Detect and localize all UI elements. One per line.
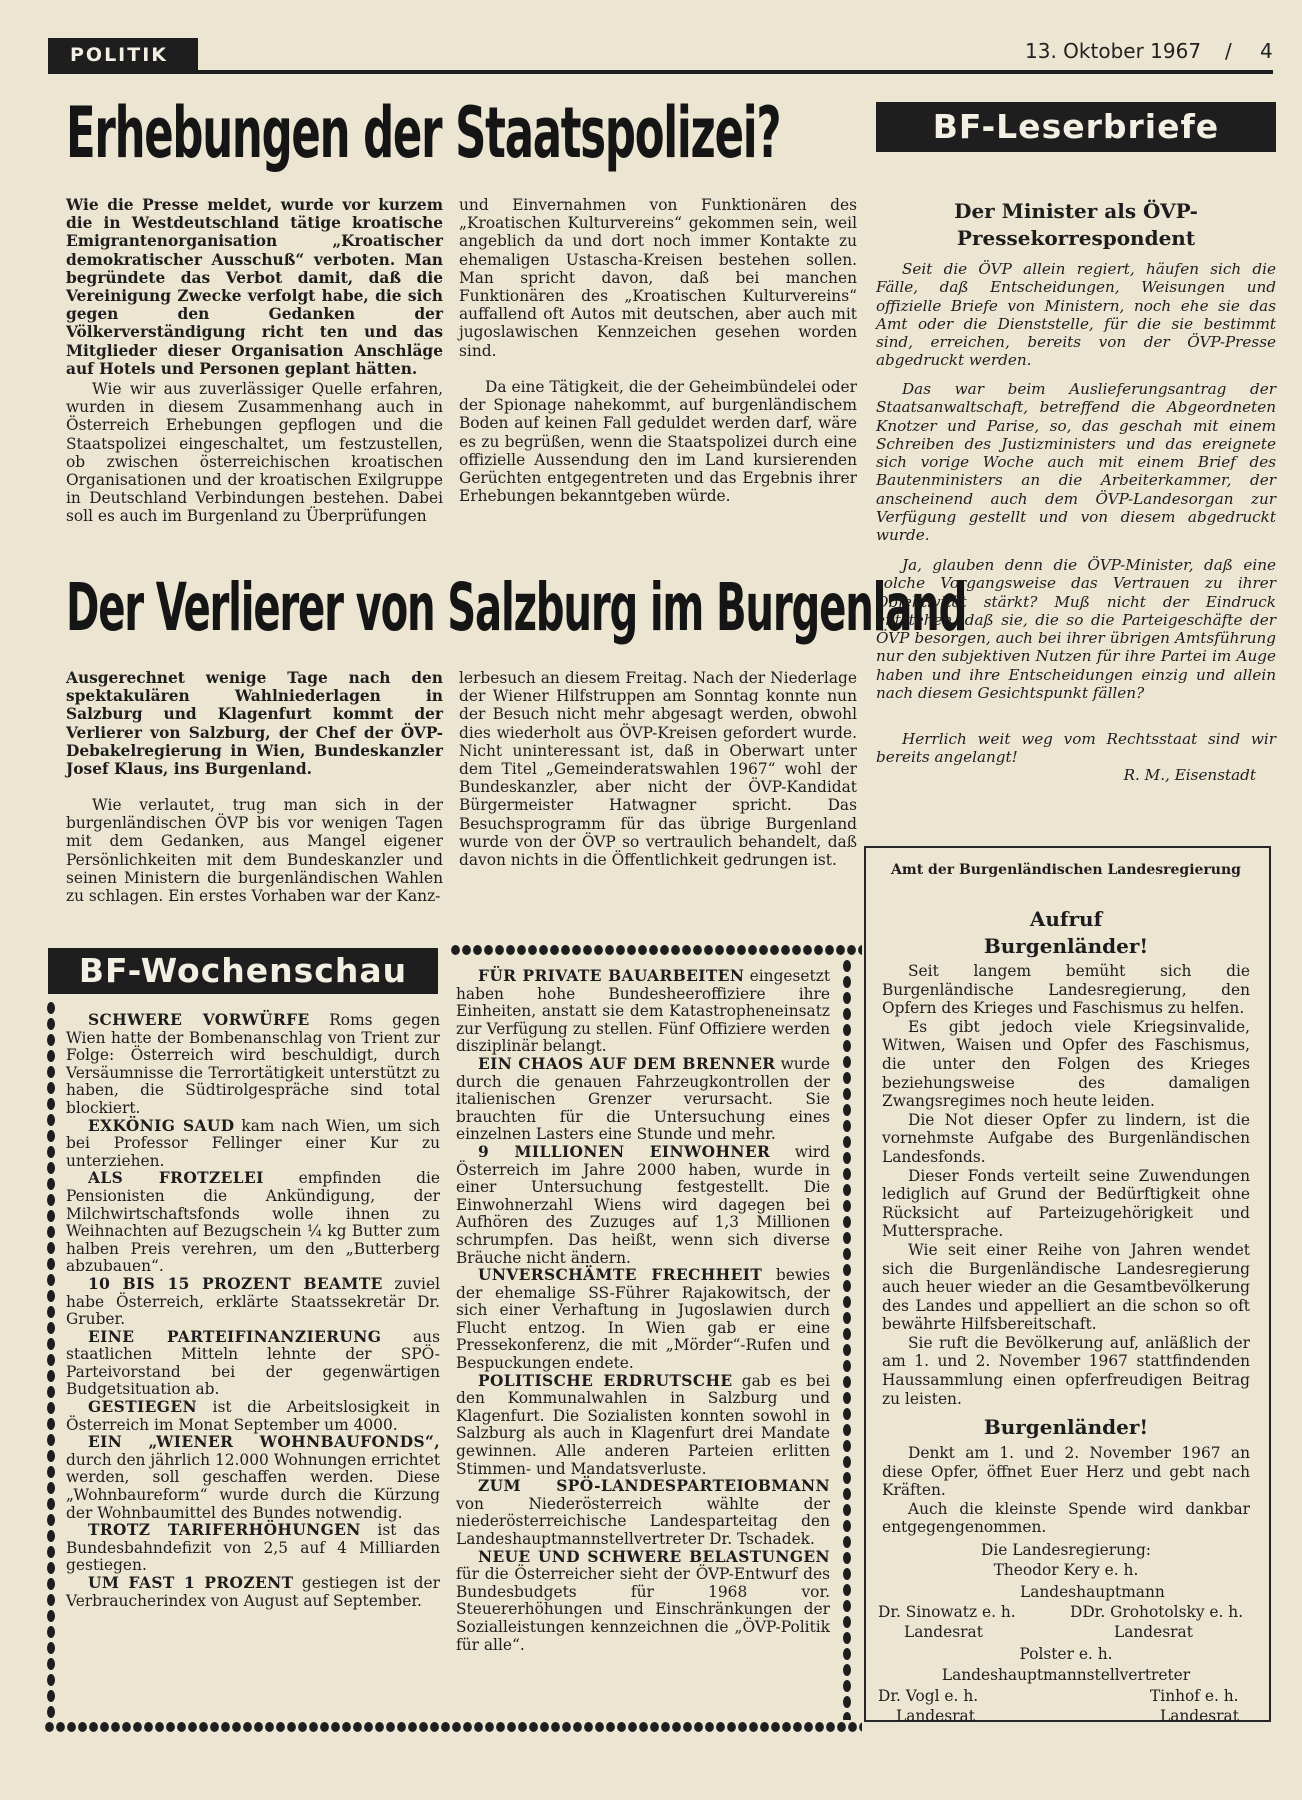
wochenschau-column-right	[456, 968, 830, 1654]
leserbrief-paragraph-2: Das war beim Auslieferungsantrag der Staatsanwaltschaft, betreffend die Abgeordneten Knotzer und Parise, so, das geschah mit einem Schreiben des Justizministers und das ereignete sich vorige Woche auch mit einem Brief des Bautenministers an die Arbeiterkammer, der anscheinend auch dem ÖVP-Landesorgan zur Verfügung gestellt und von diesem abgedruckt wurde.	[876, 380, 1276, 545]
signature-grohotolsky: DDr. Grohotolsky e. h.	[1070, 1603, 1244, 1621]
aufruf-issuer: Amt der Burgenländischen Landesregierung	[891, 862, 1241, 878]
leserbrief-paragraph-4: Herrlich weit weg vom Rechtsstaat sind wir bereits angelangt!	[876, 730, 1276, 767]
leserbrief-signature: R. M., Eisenstadt	[1123, 766, 1256, 784]
date-separator: /	[1225, 39, 1232, 63]
news-item: UM FAST 1 PROZENT gestiegen ist der Verbraucherindex von August auf September.	[66, 1574, 440, 1610]
aufruf-paragraph: Sie ruft die Bevölkerung auf, anläßlich der am 1. und 2. November 1967 stattfindenden Haussammlung einen opferfreudigen Beitrag zu leisten.	[882, 1333, 1250, 1408]
signature-tinhof: Tinhof e. h.	[1150, 1687, 1239, 1705]
news-item: ZUM SPÖ-LANDESPARTEIOBMANN von Niederösterreich wählte der niederösterreichische Landesparteitag den Landeshauptmannstellvertreter Dr. Tschadek.	[456, 1477, 830, 1548]
news-item: ALS FROTZELEI empfinden die Pensionisten die Ankündigung, der Milchwirtschaftsfonds wolle ihnen zu Weihnachten auf Bezugschein ¼ kg Butter zum halben Preis verehren, um den „Butterberg abzubauen“.	[66, 1169, 440, 1276]
article1-paragraph-1: Wie wir aus zuverlässiger Quelle erfahren, wurden in diesem Zusammenhang auch in Österreich Erhebungen gepflogen und die Staatspolizei eingeschaltet, um festzustellen, ob zwischen österreichischen kroatischen Organisationen und der kroatischen Exilgruppe in Deutschland Verbindungen bestehen. Dabei soll es auch im Burgenland zu Überprüfungen	[66, 380, 443, 526]
aufruf-paragraph: Wie seit einer Reihe von Jahren wendet sich die Burgenländische Landesregierung auch heuer wieder an die Gesamtbevölkerung des Landes und appelliert an die schon so oft bewährte Hilfsbereitschaft.	[882, 1240, 1250, 1334]
issue-date: 13. Oktober 1967	[1025, 39, 1202, 63]
news-item: UNVERSCHÄMTE FRECHHEIT bewies der ehemalige SS-Führer Rajakowitsch, der sich einer Verhaftung in Jugoslawien durch Flucht entzog. In Wien gab er eine Pressekonferenz, die mit „Mörder“-Rufen und Bespuckungen endete.	[456, 1266, 830, 1373]
signature-sinowatz: Dr. Sinowatz e. h.	[878, 1603, 1016, 1621]
article1-paragraph-3: Da eine Tätigkeit, die der Geheimbündelei oder der Spionage nahekommt, auf burgenländischem Boden auf keinen Fall geduldet werden darf, wäre es zu begrüßen, wenn die Staatspolizei durch eine offizielle Aussendung den im Land kursierenden Gerüchten entgegentreten und das Ergebnis ihrer Erhebungen bekanntgeben würde.	[459, 378, 857, 506]
news-item: TROTZ TARIFERHÖHUNGEN ist das Bundesbahndefizit von 2,5 auf 4 Milliarden gestiegen.	[66, 1521, 440, 1575]
article2-headline: Der Verlierer von Salzburg im Burgenland	[66, 569, 967, 646]
wochenschau-title: BF-Wochenschau	[48, 948, 438, 994]
signature-kery-title: Landeshauptmann	[1020, 1583, 1165, 1601]
news-item: EIN CHAOS AUF DEM BRENNER wurde durch die genauen Fahrzeugkontrollen der italienischen Grenzer verursacht. Sie brauchten für die Untersuchung eines einzelnen Lasters eine Stunde und mehr.	[456, 1054, 831, 1144]
article1-headline: Erhebungen der Staatspolizei?	[66, 92, 781, 174]
aufruf-paragraph: Es gibt jedoch viele Kriegsinvalide, Witwen, Waisen und Opfer des Faschismus, die unter den Folgen des Krieges beziehungsweise des damaligen Zwangsregimes noch heute leiden.	[882, 1017, 1250, 1111]
article2-lead: Ausgerechnet wenige Tage nach den spektakulären Wahlniederlagen in Salzburg und Klagenfurt kommt der Verlierer von Salzburg, der Chef der ÖVP-Debakelregierung in Wien, Bundeskanzler Josef Klaus, ins Burgenland.	[66, 669, 443, 779]
header-rule	[48, 70, 1273, 74]
signature-landesrat: Landesrat	[896, 1707, 975, 1725]
news-item: 10 BIS 15 PROZENT BEAMTE zuviel habe Österreich, erklärte Staatssekretär Dr. Gruber.	[66, 1274, 440, 1329]
signature-org: Die Landesregierung:	[981, 1541, 1151, 1559]
signature-landesrat: Landesrat	[904, 1623, 983, 1641]
leserbrief-heading: Der Minister als ÖVP-Pressekorrespondent	[954, 199, 1198, 250]
signature-vogl: Dr. Vogl e. h.	[878, 1687, 979, 1705]
signature-kery: Theodor Kery e. h.	[993, 1561, 1139, 1579]
leserbrief-paragraph-1: Seit die ÖVP allein regiert, häufen sich die Fälle, daß Entscheidungen, Weisungen und offizielle Briefe von Ministern, noch ehe sie das Amt oder die Dienststelle, für die sie bestimmt sind, erreichen, bereits von der ÖVP-Presse abgedruckt werden.	[876, 260, 1276, 370]
news-item: EXKÖNIG SAUD kam nach Wien, um sich bei Professor Fellinger einer Kur zu unterziehen.	[66, 1116, 441, 1170]
aufruf-paragraph: Die Not dieser Opfer zu lindern, ist die vornehmste Aufgabe des Burgenländischen Landesfonds.	[882, 1110, 1250, 1166]
news-item: 9 MILLIONEN EINWOHNER wird Österreich im Jahre 2000 haben, wurde in einer Untersuchung festgestellt. Die Einwohnerzahl Wiens wird dagegen bei Aufhören des Zuzuges auf 1,3 Millionen schrumpfen. Das heißt, wenn sich diverse Bräuche nicht ändern.	[456, 1142, 830, 1267]
dot-border-bottom	[44, 1721, 862, 1733]
signature-landesrat: Landesrat	[1114, 1623, 1193, 1641]
wochenschau-column-left	[66, 1012, 440, 1610]
signature-landesrat: Landesrat	[1160, 1707, 1239, 1725]
article1-lead: Wie die Presse meldet, wurde vor kurzem die in Westdeutschland tätige kroatische Emigrantenorganisation „Kroatischer demokratischer Ausschuß“ verboten. Man begründete das Verbot damit, daß die Vereinigung Zwecke verfolgt habe, die sich gegen den Gedanken der Völkerverständigung richt ten und das Mitglieder dieser Organisation Anschläge auf Hotels und Personen geplant hätten.	[66, 196, 443, 378]
dot-border-left	[44, 1000, 58, 1720]
page-number: 4	[1260, 39, 1273, 63]
news-item: GESTIEGEN ist die Arbeitslosigkeit in Österreich im Monat September um 4000.	[66, 1398, 440, 1434]
aufruf-heading-2: Burgenländer!	[983, 1415, 1149, 1439]
aufruf-paragraph: Dieser Fonds verteilt seine Zuwendungen lediglich auf Grund der Bedürftigkeit ohne Rücksicht auf Parteizugehörigkeit und Muttersprache.	[882, 1166, 1250, 1241]
signature-polster-title: Landeshauptmannstellvertreter	[941, 1666, 1191, 1684]
section-label: POLITIK	[48, 38, 198, 72]
news-item: EINE PARTEIFINANZIERUNG aus staatlichen Mitteln lehnte der SPÖ-Parteivorstand bei der gegenwärtigen Budgetsituation ab.	[66, 1327, 440, 1399]
dot-border-right	[840, 958, 854, 1720]
news-item: FÜR PRIVATE BAUARBEITEN eingesetzt haben hohe Bundesheeroffiziere ihre Einheiten, anstatt sie dem Katastropheneinsatz zur Verfügung zu stellen. Fünf Offiziere werden disziplinär belangt.	[456, 967, 831, 1056]
leserbrief-paragraph-3: Ja, glauben denn die ÖVP-Minister, daß eine solche Vorgangsweise das Vertrauen zu ihrer Objektivität stärkt? Muß nicht der Eindruck entstehen, daß sie, die so die Parteigeschäfte der ÖVP besorgen, auch bei ihrer übrigen Amtsführung nur den subjektiven Nutzen für ihre Partei im Auge haben und ihre Entscheidungen einzig und allein nach diesem Gesichtspunkt fällen?	[876, 556, 1276, 703]
aufruf-appeal-paragraph: Denkt am 1. und 2. November 1967 an diese Opfer, öffnet Euer Herz und gebt nach Kräften.	[882, 1444, 1250, 1500]
news-item: EIN „WIENER WOHNBAUFONDS“, durch den jährlich 12.000 Wohnungen errichtet werden, soll geschaffen werden. Diese „Wohnbaureform“ wurde durch die Kürzung der Wohnbaumittel des Bundes notwendig.	[66, 1433, 440, 1522]
aufruf-body	[882, 962, 1250, 1408]
issue-info	[980, 34, 1280, 68]
article2-paragraph-1: Wie verlautet, trug man sich in der burgenländischen ÖVP bis vor wenigen Tagen mit dem Gedanken, aus Mangel eigener Persönlichkeiten mit dem Bundeskanzler und seinen Ministern die burgenländischen Wahlen zu schlagen. Ein erstes Vorhaben war der Kanz-	[66, 796, 443, 906]
aufruf-paragraph: Seit langem bemüht sich die Burgenländische Landesregierung, den Opfern des Krieges und Faschismus zu helfen.	[882, 962, 1250, 1018]
aufruf-heading: Aufruf Burgenländer!	[983, 907, 1149, 958]
leserbriefe-title: BF-Leserbriefe	[876, 102, 1276, 152]
news-item: SCHWERE VORWÜRFE Roms gegen Wien hatte der Bombenanschlag von Trient zur Folge: Österreich wird beschuldigt, durch Versäumnisse die Terrortätigkeit unterstützt zu haben, die Südtirolgespräche sind total blockiert.	[66, 1011, 440, 1117]
article1-paragraph-2: und Einvernahmen von Funktionären des „Kroatischen Kulturvereins“ gekommen sein, weil angeblich da und dort noch immer Kontakte zu ehemaligen Ustascha-Kreisen bestehen sollen. Man spricht davon, daß bei manchen Funktionären des „Kroatischen Kulturvereins“ auffallend oft Autos mit deutschen, aber auch mit jugoslawischen Kennzeichen gesehen worden sind.	[459, 196, 857, 360]
news-item: POLITISCHE ERDRUTSCHE gab es bei den Kommunalwahlen in Salzburg und Klagenfurt. Die Sozialisten konnten sowohl in Salzburg als auch in Klagenfurt drei Mandate gewinnen. Alle anderen Parteien erlitten Stimmen- und Mandatsverluste.	[456, 1371, 831, 1478]
dot-border-top	[450, 944, 862, 956]
aufruf-appeal-paragraph: Auch die kleinste Spende wird dankbar entgegengenommen.	[882, 1499, 1250, 1537]
article2-paragraph-2: lerbesuch an diesem Freitag. Nach der Niederlage der Wiener Hilfstruppen am Sonntag konnte nun der Besuch nicht mehr abgesagt werden, obwohl dies wiederholt aus ÖVP-Kreisen gefordert wurde. Nicht uninteressant ist, daß in Oberwart unter dem Titel „Gemeinderatswahlen 1967“ wohl der Bundeskanzler, aber nicht der ÖVP-Kandidat Bürgermeister Hatwagner spricht. Das Besuchsprogramm für das übrige Burgenland wurde von der ÖVP so vertraulich behandelt, daß davon nichts in die Öffentlichkeit gedrungen ist.	[459, 669, 857, 870]
aufruf-appeal	[882, 1444, 1250, 1537]
news-item: NEUE UND SCHWERE BELASTUNGEN für die Österreicher sieht der ÖVP-Entwurf des Bundesbudgets für 1968 vor. Steuererhöhungen und Einschränkungen der Sozialleistungen kennzeichnen die „ÖVP-Politik für alle“.	[456, 1547, 830, 1654]
signature-polster: Polster e. h.	[1019, 1645, 1113, 1663]
